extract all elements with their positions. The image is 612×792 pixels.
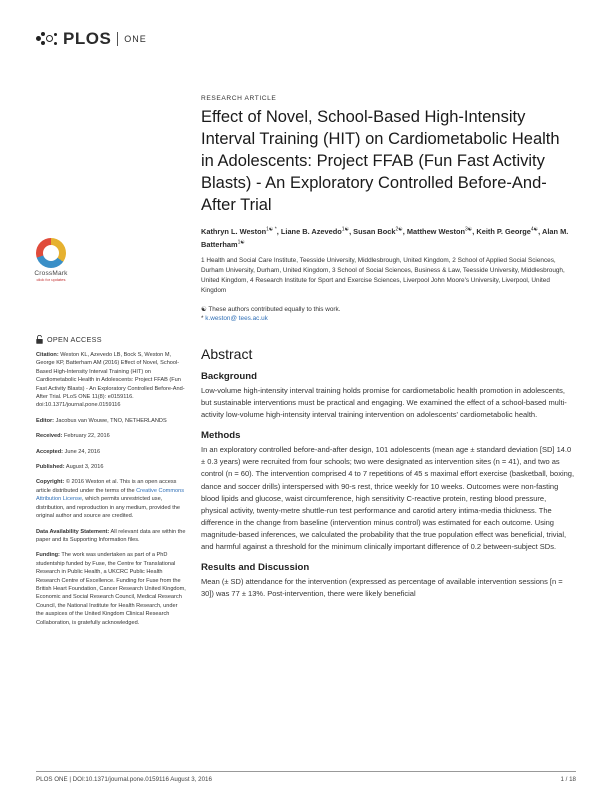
- crossmark-label: CrossMark: [34, 270, 68, 277]
- crossmark-sublabel: click for updates: [36, 277, 66, 282]
- journal-name: ONE: [124, 34, 147, 44]
- author-separator: ,: [472, 227, 477, 237]
- plos-logo-icon: [36, 30, 60, 48]
- open-access-badge: [36, 335, 102, 344]
- affiliation-text: Research Institute for Sport and Exercise Sciences, Liverpool John Moore's University, Liverpool, United Kingdom: [201, 276, 550, 294]
- author-affiliation-mark: 2☯: [395, 227, 403, 233]
- author-separator: ,: [402, 227, 407, 237]
- abstract-heading: Abstract: [201, 345, 253, 362]
- author: [407, 227, 477, 236]
- author-affiliation-mark: 1☯: [237, 239, 245, 246]
- accepted-date: June 24, 2016: [64, 448, 101, 455]
- author-affiliation-mark: 3☯: [465, 227, 473, 233]
- open-lock-icon: [36, 335, 43, 344]
- corresponding-email-link[interactable]: k.weston@ tees.ac.uk: [205, 315, 268, 323]
- received-block: [36, 432, 186, 440]
- section-text: In an exploratory controlled before-and-after design, 101 adolescents (mean age ± standard deviation [SD] 14.0 ± 0.3 years) were recruited from four schools; two were designated as intervention sites (n = 41), and two as control (n = 60). The intervention comprised 4 to 7 repetitions of 45 s maximal effort exercise (basketball, boxing, dance and soccer drills) interspersed with 90-s rest, thrice weekly for 10 weeks. Outcomes were non-fasting blood lipids and glucose, waist circumference, high sensitivity C-reactive protein, resting blood pressure, physical activity, twenty-metre shuttle-run test performance and carotid artery intima-media thickness. The difference in the change from baseline (intervention minus control) was estimated for each outcome. Using magnitude-based inferences, we calculated the probability that the true population effect was beneficial, trivial, and harmful against a threshold for the minimum clinically important difference of 0.2 between-subject SDs.: [201, 445, 575, 551]
- section-heading: Background: [201, 370, 257, 382]
- open-access-label: OPEN ACCESS: [47, 335, 102, 344]
- author-separator: ,: [538, 227, 543, 237]
- accepted-block: [36, 448, 186, 456]
- author-name[interactable]: Keith P. George: [476, 227, 531, 237]
- editor-label: Editor:: [36, 417, 55, 424]
- corresponding-author: [201, 314, 575, 324]
- section-text: Mean (± SD) attendance for the intervention (expressed as percentage of available intervention sessions [n = 30]) was 77 ± 13%. Post-intervention, there were likely beneficial: [201, 577, 563, 599]
- author-name[interactable]: Alan M. Batterham: [201, 227, 569, 249]
- affiliation: [201, 277, 550, 294]
- equal-contribution-note: ☯ These authors contributed equally to this work.: [201, 305, 341, 313]
- affiliation-number: 4: [250, 276, 254, 284]
- author-name[interactable]: Susan Bock: [353, 227, 396, 237]
- funding-text: The work was undertaken as part of a PhD studentship funded by Fuse, the Centre for Translational Research in Public Health, a UKCRC Public Health Research Centre of Excellence. Funding for Fuse from the British Heart Foundation, Cancer Research United Kingdom, Economic and Social Research Council, Medical Research Council, the National Institute for Health Research, under the auspices of the United Kingdom Clinical Research Collaboration, is gratefully acknowledged.: [36, 552, 186, 626]
- crossmark-badge[interactable]: [34, 238, 68, 282]
- author-name[interactable]: Kathryn L. Weston: [201, 227, 267, 237]
- editor-text: Jacobus van Wouwe, TNO, NETHERLANDS: [55, 417, 167, 424]
- affiliation-number: 1: [201, 256, 205, 264]
- copyright-label: Copyright:: [36, 479, 65, 486]
- affiliation-text: School of Social Sciences, Business & Law, Teesside University, Middlesbrough, United Kingdom,: [201, 266, 565, 284]
- author-affiliation-mark: 1☯: [341, 227, 350, 233]
- citation-block: [36, 351, 186, 410]
- author-name[interactable]: Liane B. Azevedo: [280, 227, 342, 237]
- editor-block: [36, 417, 186, 425]
- published-label: Published:: [36, 464, 65, 471]
- author-affiliation-mark: 4☯: [530, 227, 539, 233]
- corresponding-mark: *: [201, 315, 206, 323]
- affiliation: [201, 257, 452, 264]
- copyright-text-pre: © 2016 Weston et al. This is an open access article distributed under the terms of the: [36, 479, 177, 494]
- article-main: [201, 95, 575, 600]
- published-date: August 3, 2016: [65, 464, 104, 471]
- author-name[interactable]: Matthew Weston: [406, 227, 466, 237]
- data-availability-label: Data Availability Statement:: [36, 528, 110, 535]
- brand-name: PLOS: [63, 29, 112, 48]
- logo-divider: [117, 32, 118, 46]
- author-separator: ,: [276, 227, 281, 237]
- section-heading: Results and Discussion: [201, 562, 310, 574]
- funding-label: Funding:: [36, 552, 60, 559]
- article-metadata-sidebar: [36, 351, 186, 634]
- copyright-text-post: , which permits unrestricted use, distribution, and reproduction in any medium, provided the original author and source are credited.: [36, 496, 180, 520]
- article-title: Effect of Novel, School-Based High-Intensity Interval Training (HIT) on Cardiometabolic Health in Adolescents: Project FFAB (Fun Fast Activity Blasts) - An Exploratory Controlled Before-And-After Trial: [201, 108, 560, 214]
- abstract-sections: [201, 371, 575, 600]
- journal-logo: [36, 28, 156, 50]
- received-date: February 22, 2016: [64, 433, 110, 440]
- accepted-label: Accepted:: [36, 448, 64, 455]
- citation-text: Weston KL, Azevedo LB, Bock S, Weston M, George KP, Batterham AM (2016) Effect of Novel, School-Based High-Intensity Interval Training (HIT) on Cardiometabolic Health in Adolescents: Project FFAB (Fun Fast Activity Blasts) - An Exploratory Controlled Before-And-After Trial. PLoS ONE 11(8): e0159116. doi:10.1371/journal.pone.0159116: [36, 352, 185, 409]
- author: [201, 227, 281, 236]
- license-link[interactable]: Creative Commons Attribution License: [36, 487, 185, 503]
- section-heading: Methods: [201, 430, 241, 442]
- citation-label: Citation:: [36, 352, 59, 358]
- affiliation-text: Health and Social Care Institute, Teesside University, Middlesbrough, United Kingdom,: [206, 256, 451, 264]
- page-number: 1 / 18: [560, 776, 576, 783]
- footer-rule: [36, 771, 576, 772]
- affiliation-number: 2: [452, 256, 456, 264]
- affiliation-number: 3: [331, 266, 336, 274]
- funding-block: [36, 551, 186, 627]
- author: [476, 227, 542, 236]
- affiliation-list: [201, 256, 575, 296]
- footer-citation: PLOS ONE | DOI:10.1371/journal.pone.0159116 August 3, 2016: [36, 776, 212, 783]
- affiliation-text: School of Applied Social Sciences, Durham University, Durham, United Kingdom,: [201, 256, 556, 274]
- section-text: Low-volume high-intensity interval training holds promise for cardiometabolic health promotion in adolescents, but sustainable interventions must be practical and engaging. We examined the effect of a school-based multi-activity low-volume high-intensity interval training intervention on adolescents' cardiometabolic health.: [201, 385, 567, 420]
- received-label: Received:: [36, 433, 63, 440]
- author-affiliation-mark: 1☯ *: [266, 227, 277, 233]
- author-separator: ,: [349, 227, 354, 237]
- author: [281, 227, 353, 236]
- data-availability-block: [36, 528, 186, 545]
- author: [353, 227, 407, 236]
- article-type: RESEARCH ARTICLE: [201, 95, 277, 102]
- copyright-block: [36, 478, 186, 520]
- crossmark-icon: [36, 238, 66, 268]
- data-availability-text: All relevant data are within the paper and its Supporting Information files.: [36, 528, 186, 543]
- author-notes: [201, 305, 575, 324]
- published-block: [36, 463, 186, 471]
- author-list: [201, 225, 575, 250]
